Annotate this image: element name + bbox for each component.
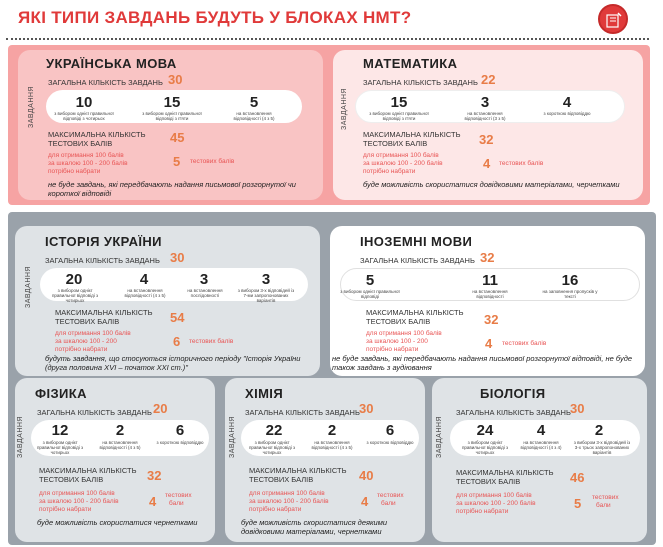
task-count: 2 xyxy=(115,422,125,439)
tasks-label: ЗАВДАННЯ xyxy=(341,88,348,130)
total-label: ЗАГАЛЬНА КІЛЬКІСТЬ ЗАВДАНЬ xyxy=(456,408,571,417)
need-label: потрібно набрати xyxy=(363,168,416,175)
card-title: УКРАЇНСЬКА МОВА xyxy=(46,56,177,71)
task-count: 24 xyxy=(476,422,494,439)
task-count: 6 xyxy=(175,422,185,439)
task-count: 4 xyxy=(562,94,572,111)
book-icon xyxy=(605,11,623,29)
need-label: потрібно набрати xyxy=(39,506,92,513)
card-note: не буде завдань, які передбачають надання письмової розгорнутої чи короткої відповіді xyxy=(48,180,296,198)
task-count: 22 xyxy=(265,422,283,439)
task-desc: на встановлення відповідності (4 з 5) xyxy=(233,111,275,121)
need-label: для отримання 100 балів xyxy=(39,490,115,497)
task-desc: з короткою відповіддю xyxy=(156,440,204,445)
card-note: буде можливість скористатися чернетками xyxy=(37,518,198,527)
task-desc: з вибором однієї правильної відповіді з п'яти xyxy=(142,111,202,121)
tasks-label: ЗАВДАННЯ xyxy=(25,266,32,308)
max-label: ТЕСТОВИХ БАЛІВ xyxy=(249,475,314,484)
need-value: 4 xyxy=(483,156,491,171)
need-label: для отримання 100 балів xyxy=(48,152,124,159)
need-label: потрібно набрати xyxy=(55,346,108,353)
max-label: ТЕСТОВИХ БАЛІВ xyxy=(366,317,431,326)
task-desc: з вибором однієї правильної відповіді з чотирьох xyxy=(461,440,509,455)
points-label: тестових xyxy=(377,492,404,499)
need-value: 4 xyxy=(361,494,369,509)
card-title: БІОЛОГІЯ xyxy=(480,386,546,401)
task-desc: на встановлення відповідності xyxy=(472,289,508,299)
points-label: тестових балів xyxy=(189,338,234,345)
need-label: для отримання 100 балів xyxy=(55,330,131,337)
card-ukrainian xyxy=(18,50,323,200)
max-label: МАКСИМАЛЬНА КІЛЬКІСТЬ xyxy=(48,130,146,139)
max-label: МАКСИМАЛЬНА КІЛЬКІСТЬ xyxy=(55,308,153,317)
max-value: 32 xyxy=(479,132,494,147)
task-count: 3 xyxy=(261,271,271,288)
max-value: 32 xyxy=(484,312,499,327)
tasks-label: ЗАВДАННЯ xyxy=(28,86,35,128)
card-chemistry xyxy=(225,378,425,542)
task-count: 11 xyxy=(482,272,498,289)
card-title: ФІЗИКА xyxy=(35,386,87,401)
task-count: 3 xyxy=(199,271,209,288)
total-label: ЗАГАЛЬНА КІЛЬКІСТЬ ЗАВДАНЬ xyxy=(363,78,478,87)
task-count: 16 xyxy=(561,272,579,289)
need-label: за шкалою 100 - 200 балів xyxy=(249,498,329,505)
task-desc: з вибором однієї правильної відповіді з чотирьох xyxy=(248,440,296,455)
need-label: потрібно набрати xyxy=(456,508,509,515)
total-label: ЗАГАЛЬНА КІЛЬКІСТЬ ЗАВДАНЬ xyxy=(37,408,152,417)
max-value: 32 xyxy=(147,468,162,483)
task-desc: на встановлення відповідності (4 з 5) xyxy=(99,440,141,450)
task-count: 12 xyxy=(51,422,69,439)
total-value: 30 xyxy=(168,72,183,87)
task-desc: з вибором 3-х відповідей із 3-х трьох запропонованих варіантів xyxy=(573,440,631,455)
task-desc: на встановлення відповідності (4 з 4) xyxy=(520,440,562,450)
task-desc: на заповнення пропусків у тексті xyxy=(542,289,598,299)
tasks-label: ЗАВДАННЯ xyxy=(229,416,236,458)
page-title: ЯКІ ТИПИ ЗАВДАНЬ БУДУТЬ У БЛОКАХ НМТ? xyxy=(18,8,412,27)
card-note: буде можливість скористатися деякими довідковими матеріалами, чернетками xyxy=(241,518,388,536)
task-desc: з вибором однієї правильної відповіді з чотирьох xyxy=(51,288,99,303)
task-count: 5 xyxy=(365,272,375,289)
points-label: тестових балів xyxy=(499,160,544,167)
need-value: 5 xyxy=(574,496,582,511)
card-note: буде можливість скористатися довідковими матеріалами, черчетками xyxy=(363,180,620,189)
task-count: 15 xyxy=(390,94,408,111)
points-label: бали xyxy=(596,502,611,509)
card-title: ІСТОРІЯ УКРАЇНИ xyxy=(45,234,162,249)
need-label: для отримання 100 балів xyxy=(366,330,442,337)
card-title: ІНОЗЕМНІ МОВИ xyxy=(360,234,473,249)
points-label: тестових xyxy=(592,494,619,501)
task-desc: на встановлення відповідності (4 з 5) xyxy=(311,440,353,450)
task-count: 10 xyxy=(75,94,93,111)
task-desc: з вибором однієї правильної відповіді xyxy=(340,289,400,299)
task-desc: на встановлення відповідності (3 з 5) xyxy=(464,111,506,121)
points-label: бали xyxy=(169,500,184,507)
need-label: потрібно набрати xyxy=(48,168,101,175)
task-count: 2 xyxy=(327,422,337,439)
need-value: 6 xyxy=(173,334,181,349)
task-count: 4 xyxy=(536,422,546,439)
need-label: за шкалою 100 - 200 балів xyxy=(48,160,128,167)
total-value: 30 xyxy=(170,250,185,265)
card-math xyxy=(333,50,643,200)
need-label: для отримання 100 балів xyxy=(249,490,325,497)
need-value: 4 xyxy=(149,494,157,509)
need-value: 5 xyxy=(173,154,181,169)
max-label: МАКСИМАЛЬНА КІЛЬКІСТЬ xyxy=(249,466,347,475)
need-label: потрібно набрати xyxy=(366,346,419,353)
max-label: МАКСИМАЛЬНА КІЛЬКІСТЬ xyxy=(363,130,461,139)
card-title: МАТЕМАТИКА xyxy=(363,56,458,71)
task-desc: на встановлення відповідності (4 з 5) xyxy=(124,288,166,298)
total-value: 20 xyxy=(153,401,168,416)
logo xyxy=(598,4,628,34)
card-note: не буде завдань, які передбачають надання письмової розгорнутої відповіді, не буде також завдань з аудіювання xyxy=(332,354,633,372)
card-physics xyxy=(15,378,215,542)
max-value: 40 xyxy=(359,468,374,483)
task-desc: з вибором однієї правильної відповіді з чотирьох xyxy=(54,111,114,121)
total-value: 32 xyxy=(480,250,495,265)
total-label: ЗАГАЛЬНА КІЛЬКІСТЬ ЗАВДАНЬ xyxy=(45,256,160,265)
card-history xyxy=(15,226,320,376)
need-label: потрібно набрати xyxy=(249,506,302,513)
max-label: ТЕСТОВИХ БАЛІВ xyxy=(456,477,521,486)
total-label: ЗАГАЛЬНА КІЛЬКІСТЬ ЗАВДАНЬ xyxy=(48,78,163,87)
max-label: ТЕСТОВИХ БАЛІВ xyxy=(55,317,120,326)
max-label: ТЕСТОВИХ БАЛІВ xyxy=(363,139,428,148)
need-label: за шкалою 100 - 200 балів xyxy=(363,160,443,167)
max-label: ТЕСТОВИХ БАЛІВ xyxy=(48,139,113,148)
max-value: 45 xyxy=(170,130,185,145)
task-count: 15 xyxy=(163,94,181,111)
need-label: для отримання 100 балів xyxy=(456,492,532,499)
max-value: 54 xyxy=(170,310,185,325)
task-count: 3 xyxy=(480,94,490,111)
max-label: МАКСИМАЛЬНА КІЛЬКІСТЬ xyxy=(39,466,137,475)
points-label: тестових балів xyxy=(502,340,547,347)
need-value: 4 xyxy=(485,336,493,351)
total-value: 30 xyxy=(359,401,374,416)
total-label: ЗАГАЛЬНА КІЛЬКІСТЬ ЗАВДАНЬ xyxy=(360,256,475,265)
need-label: за шкалою 100 - 200 балів xyxy=(39,498,119,505)
task-count: 6 xyxy=(385,422,395,439)
total-value: 30 xyxy=(570,401,585,416)
task-desc: на встановлення послідовності xyxy=(187,288,223,298)
need-label: за шкалою 100 - 200 балів xyxy=(456,500,536,507)
task-count: 5 xyxy=(249,94,259,111)
tasks-label: ЗАВДАННЯ xyxy=(436,416,443,458)
card-biology xyxy=(432,378,647,542)
need-label: за шкалою 100 - 200 xyxy=(366,338,428,345)
total-value: 22 xyxy=(481,72,496,87)
card-title: ХІМІЯ xyxy=(245,386,284,401)
task-desc: з короткою відповіддю xyxy=(366,440,414,445)
need-label: за шкалою 100 - 200 xyxy=(55,338,117,345)
points-label: тестових xyxy=(165,492,192,499)
divider xyxy=(6,38,649,40)
task-desc: з вибором однієї правильної відповіді з чотирьох xyxy=(36,440,84,455)
max-value: 46 xyxy=(570,470,585,485)
card-note: будуть завдання, що стосуються історичного періоду "Історія України (друга половина XVI – початок XXI ст.)" xyxy=(45,354,301,372)
total-label: ЗАГАЛЬНА КІЛЬКІСТЬ ЗАВДАНЬ xyxy=(245,408,360,417)
task-count: 4 xyxy=(139,271,149,288)
max-label: МАКСИМАЛЬНА КІЛЬКІСТЬ xyxy=(366,308,464,317)
points-label: тестових балів xyxy=(190,158,235,165)
points-label: бали xyxy=(381,500,396,507)
max-label: ТЕСТОВИХ БАЛІВ xyxy=(39,475,104,484)
task-desc: з вибором 3-х відповідей із 7-ми запропонованих варіантів xyxy=(237,288,295,303)
tasks-label: ЗАВДАННЯ xyxy=(17,416,24,458)
task-count: 2 xyxy=(594,422,604,439)
task-desc: з вибором однієї правильної відповіді з п'яти xyxy=(369,111,429,121)
task-desc: з короткою відповіддю xyxy=(543,111,591,116)
max-label: МАКСИМАЛЬНА КІЛЬКІСТЬ xyxy=(456,468,554,477)
card-languages xyxy=(330,226,645,376)
need-label: для отримання 100 балів xyxy=(363,152,439,159)
task-count: 20 xyxy=(65,271,83,288)
